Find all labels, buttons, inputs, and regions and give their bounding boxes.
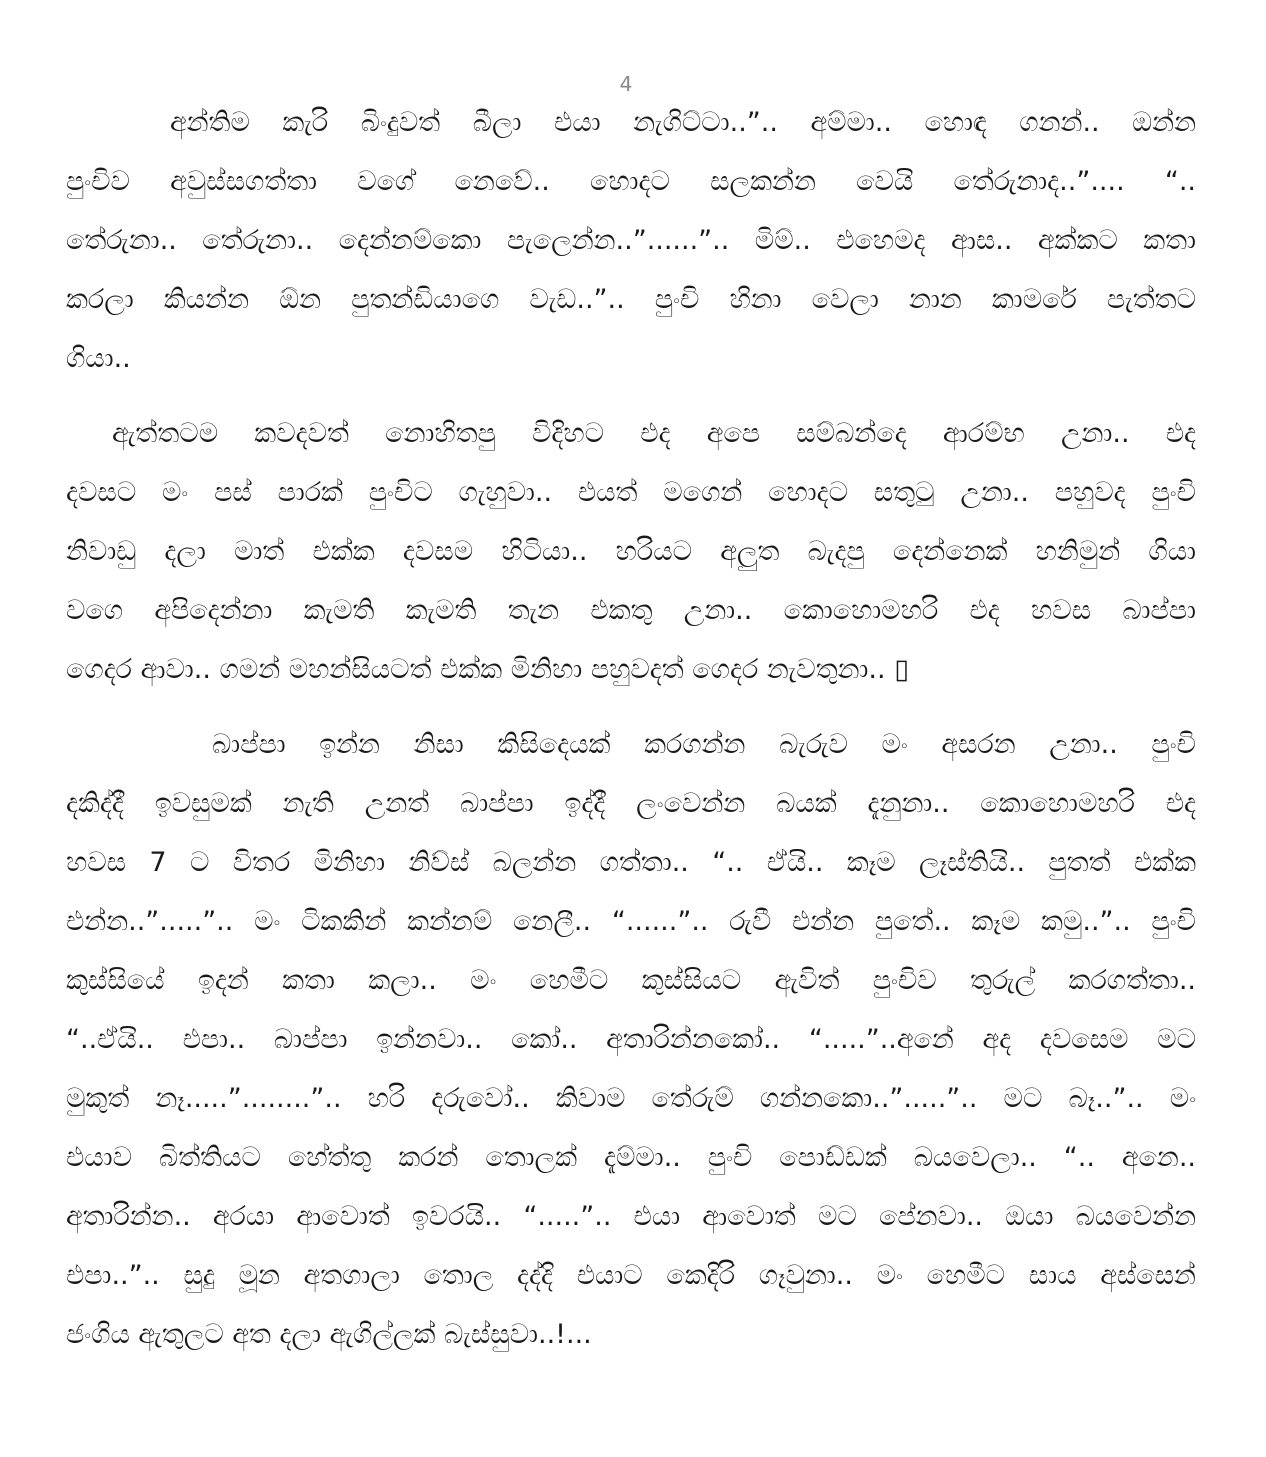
text-line: බාප්පා ඉන්න නිසා කිසිදෙයක් කරගන්න බැරුව මං අසරන උනා.. පුංචි	[212, 729, 1196, 760]
text-line: කුස්සියේ ඉදන් කතා කලා.. මං හෙමීට කුස්සියට ඇවිත් පුංචිව තුරුල් කරගත්තා..	[66, 965, 1196, 996]
text-line: ගියා..	[66, 343, 131, 374]
text-line-content: ගෙදර ආවා.. ගමන් මහන්සියටත් එක්ක මිනිහා පහුවදත් ගෙදර නැවතුනා..	[66, 654, 895, 685]
paragraph-spacer	[66, 388, 1196, 404]
text-line: එපා..”.. සුදු මූන අතගාලා තොල දද්දි එයාට කෙදිරි ගෑවුනා.. මං හෙමීට සාය අස්සෙන්	[66, 1260, 1196, 1291]
text-line: දවසට මං පස් පාරක් පුංචිට ගැහුවා.. එයත් මගෙන් හොදට සතුටු උනා.. පහුවද පුංචි	[66, 477, 1196, 508]
text-line: අන්තිම කැරි බිංදුවත් බීලා එයා නැගිට්ටා..”.. අම්මා.. හොඳ ගනන්.. ඔන්න	[170, 107, 1196, 138]
text-line: හවස 7 ට විතර මිනිහා නිව්ස් බලන්න ගත්තා.. “.. ඒයි.. කෑම ලෑස්තියි.. පුතත් එක්ක	[66, 847, 1196, 878]
text-line: කරලා කියන්න ඕන පුතන්ඩියාගෙ වැඩ..”.. පුංචි හිනා වෙලා නාන කාමරේ පැත්තට	[66, 284, 1196, 315]
text-line: එන්න..”.....”.. මං ටිකකින් කන්නම් නෙලී.. “......”.. රුවී එන්න පුතේ.. කෑම කමු..”.. පුංචි	[66, 906, 1196, 937]
text-line: දකිද්දී ඉවසුමක් නැති උනත් බාප්පා ඉද්දී ලංවෙන්න බයක් දැනුනා.. කොහොමහරි එද	[66, 788, 1196, 819]
page-number: 4	[619, 72, 633, 96]
text-line	[66, 640, 1196, 699]
text-line: තේරුනා.. තේරුනා.. දෙන්නම්කො පැලෙන්න..”......”.. මිම්.. එහෙමද ආස.. අක්කට කතා	[66, 225, 1196, 256]
text-line: අතාරින්න.. අරයා ආවොත් ඉවරයි.. “.....”.. එයා ආවොත් මට පේනවා.. ඔයා බයවෙන්න	[66, 1201, 1196, 1232]
text-line: නිවාඩු දලා මාත් එක්ක දවසම හිටියා.. හරියට අලුත බැදපු දෙන්නෙක් හනිමුන් ගියා	[66, 536, 1196, 567]
text-line: “..ඒයි.. එපා.. බාප්පා ඉන්නවා.. කෝ.. අතාරින්නකෝ.. “.....”..අනේ අද දවසෙම මට	[66, 1024, 1196, 1055]
text-line: එයාව බිත්තියට හේත්තු කරන් තොලක් දැම්මා.. පුංචි පොඩ්ඩක් බයවෙලා.. “.. අනෙ..	[66, 1142, 1196, 1173]
paragraph-1	[66, 93, 1196, 388]
text-line: වගෙ අපිදෙන්නා කැමති කැමති තැන එකතු උනා.. කොහොමහරි එද හවස බාප්පා	[66, 595, 1196, 626]
text-line: ජංගිය ඇතුලට අත දලා ඇගිල්ලක් බැස්සුවා..!...	[66, 1319, 592, 1350]
paragraph-spacer	[66, 699, 1196, 715]
missing-glyph-icon: ▯	[894, 654, 910, 685]
paragraph-2	[66, 404, 1196, 699]
paragraph-3	[66, 715, 1196, 1364]
text-line: ඇත්තටම කවදවත් නොහිතපු විදිහට එද අපෙ සම්බන්දෙ ආරම්භ උනා.. එද	[112, 418, 1196, 449]
document-body	[66, 93, 1196, 1364]
text-line: පුංචිව අවුස්සගත්තා වගේ නෙවේ.. හොදට සලකන්න වෙයි තේරුනාද..”.... “..	[66, 166, 1196, 197]
text-line: මුකුත් නෑ.....”........”.. හරි දරුවෝ.. කිවාම තේරුම් ගන්නකො..”.....”.. මට බෑ..”.. මං	[66, 1083, 1196, 1114]
